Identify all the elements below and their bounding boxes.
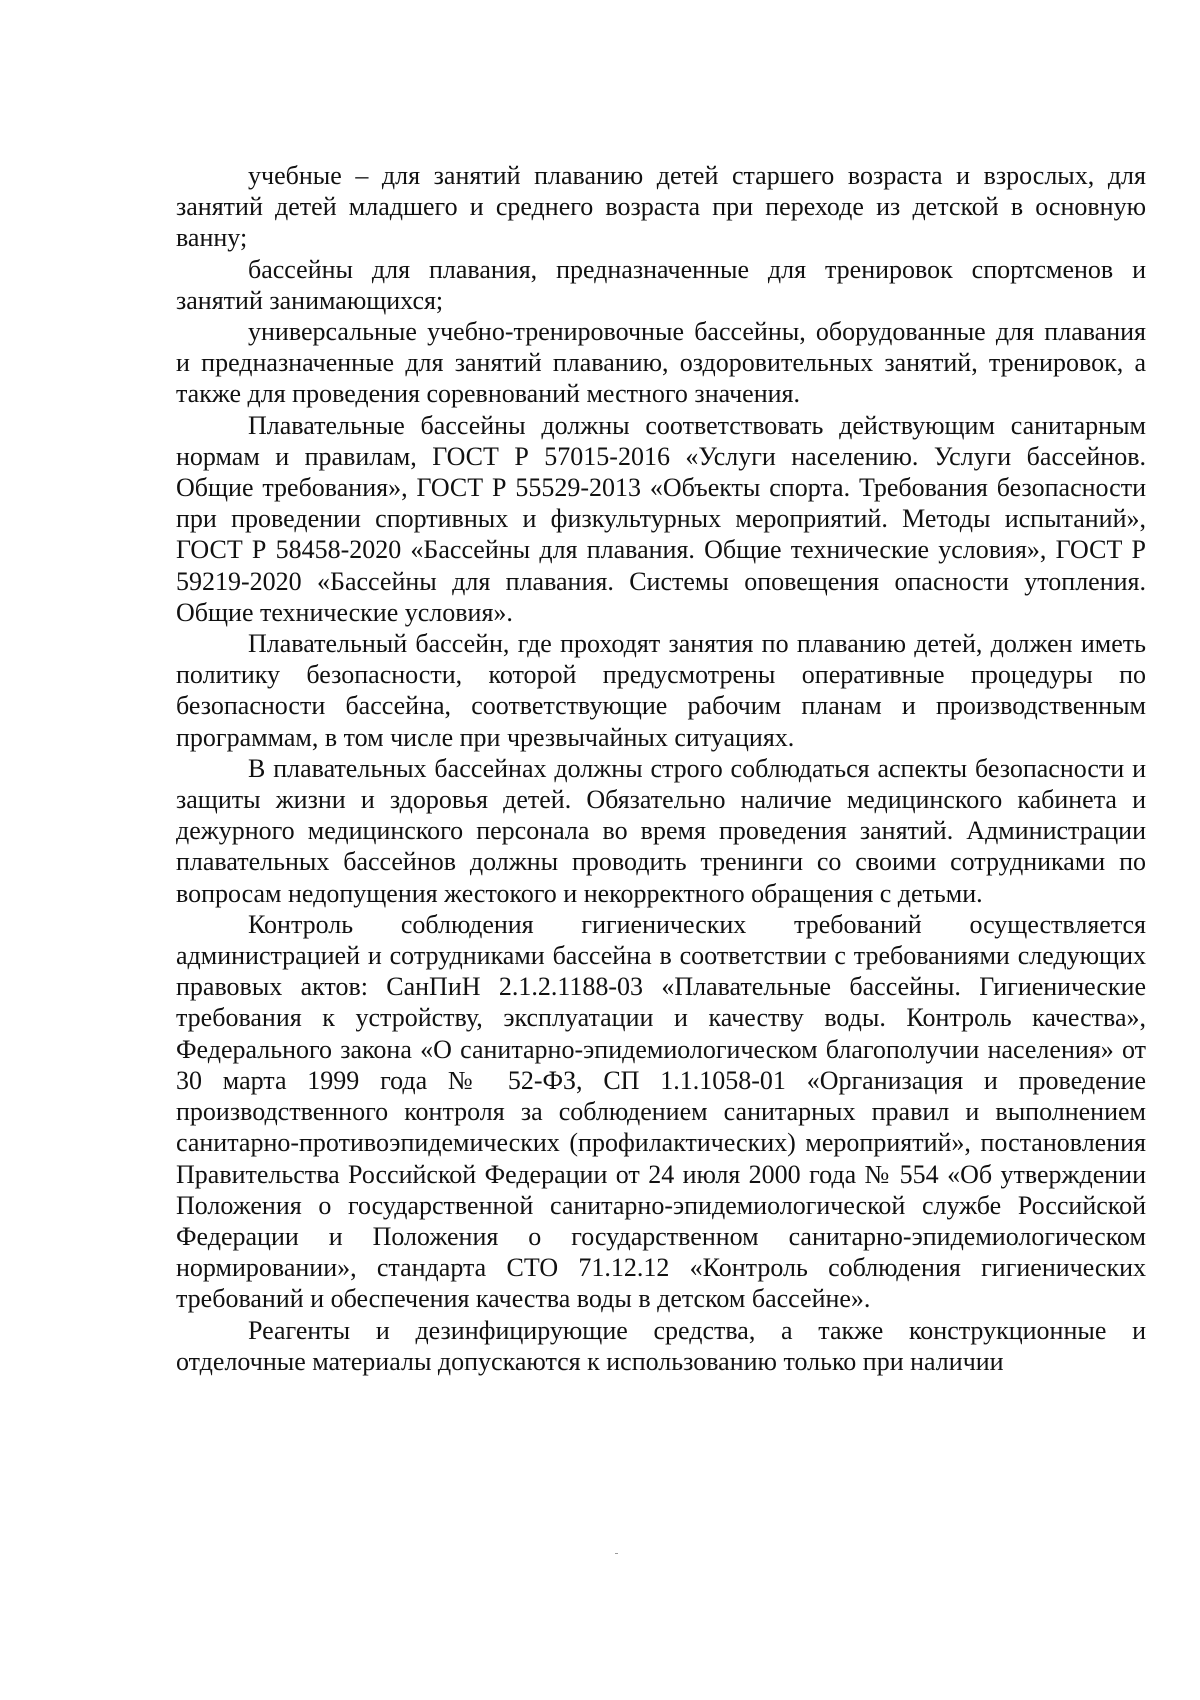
paragraph-safety-policy: Плавательный бассейн, где проходят занятия по плаванию детей, должен иметь политику безопасности, которой предусмотрены оперативные процедуры по безопасности бассейна, соответствующие рабочим планам и производственным программам, в том числе при чрезвычайных ситуациях. <box>176 629 1146 752</box>
body-text <box>176 160 1146 1377</box>
paragraph-universal-pools: универсальные учебно-тренировочные бассейны, оборудованные для плавания и предназначенные для занятий плаванию, оздоровительных занятий, тренировок, а также для проведения соревнований местного значения. <box>176 317 1146 409</box>
paragraph-training-pools: учебные – для занятий плаванию детей старшего возраста и взрослых, для занятий детей младшего и среднего возраста при переходе из детской в основную ванну; <box>176 161 1146 253</box>
paragraph-swimming-pools: бассейны для плавания, предназначенные для тренировок спортсменов и занятий занимающихся; <box>176 254 1146 315</box>
scan-mark <box>615 1553 618 1554</box>
paragraph-child-safety: В плавательных бассейнах должны строго соблюдаться аспекты безопасности и защиты жизни и здоровья детей. Обязательно наличие медицинского кабинета и дежурного медицинского персонала во время проведения занятий. Администрации плавательных бассейнов должны проводить тренинги со своими сотрудниками по вопросам недопущения жестокого и некорректного обращения с детьми. <box>176 753 1146 908</box>
paragraph-reagents: Реагенты и дезинфицирующие средства, а также конструкционные и отделочные материалы допускаются к использованию только при наличии <box>176 1315 1146 1376</box>
paragraph-hygiene-control: Контроль соблюдения гигиенических требований осуществляется администрацией и сотрудниками бассейна в соответствии с требованиями следующих правовых актов: СанПиН 2.1.2.1188-03 «Плавательные бассейны. Гигиенические требования к устройству, эксплуатации и качеству воды. Контроль качества», Федерального закона «О санитарно-эпидемиологическом благополучии населения» от 30 марта 1999 года № 52-ФЗ, СП 1.1.1058-01 «Организация и проведение производственного контроля за соблюдением санитарных правил и выполнением санитарно-противоэпидемических (профилактических) мероприятий», постановления Правительства Российской Федерации от 24 июля 2000 года № 554 «Об утверждении Положения о государственной санитарно-эпидемиологической службе Российской Федерации и Положения о государственном санитарно-эпидемиологическом нормировании», стандарта СТО 71.12.12 «Контроль соблюдения гигиенических требований и обеспечения качества воды в детском бассейне». <box>176 909 1146 1314</box>
paragraph-standards: Плавательные бассейны должны соответствовать действующим санитарным нормам и правилам, ГОСТ Р 57015-2016 «Услуги населению. Услуги бассейнов. Общие требования», ГОСТ Р 55529-2013 «Объекты спорта. Требования безопасности при проведении спортивных и физкультурных мероприятий. Методы испытаний», ГОСТ Р 58458-2020 «Бассейны для плавания. Общие технические условия», ГОСТ Р 59219-2020 «Бассейны для плавания. Системы оповещения опасности утопления. Общие технические условия». <box>176 410 1146 627</box>
